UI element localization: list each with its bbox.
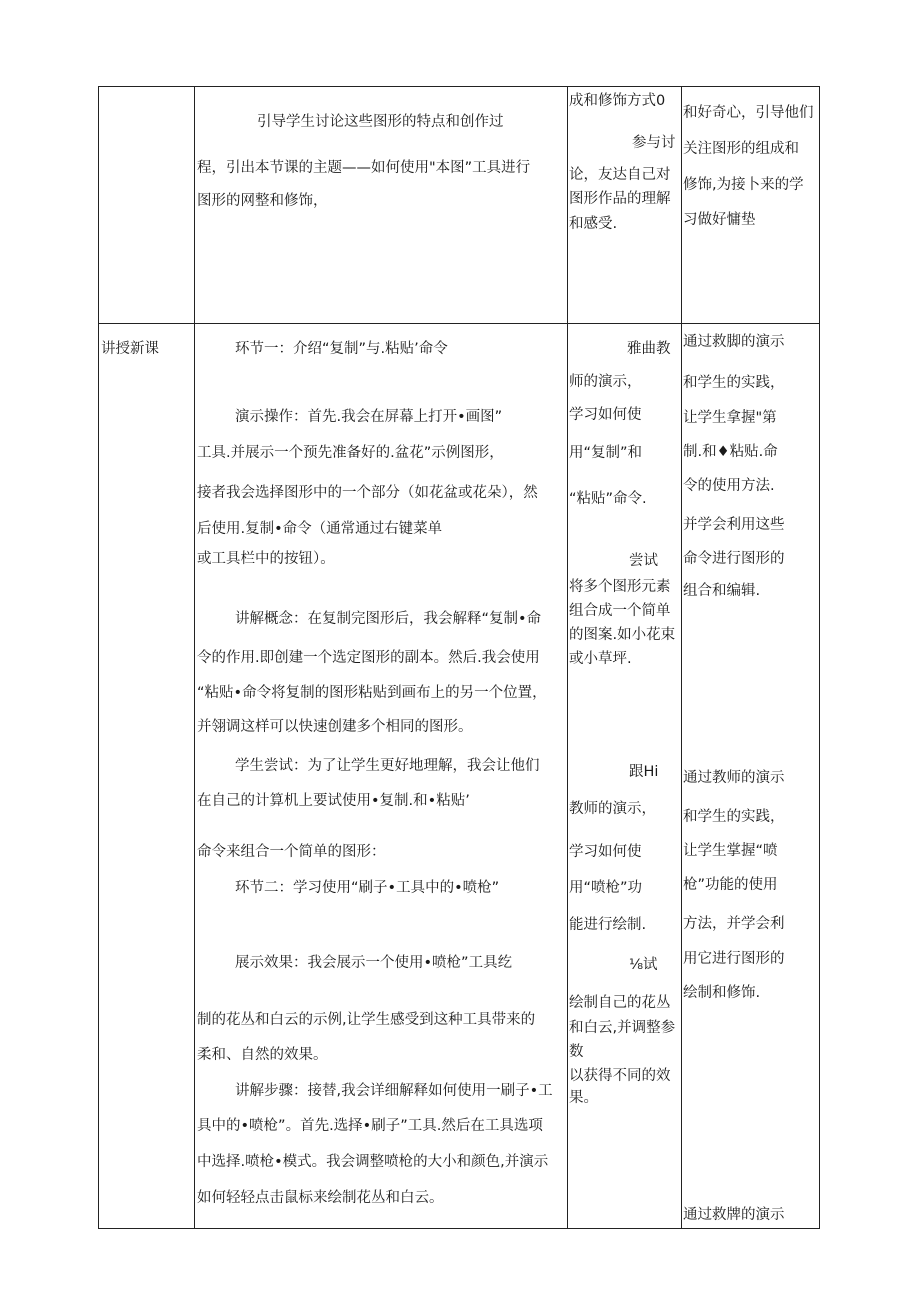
row1-student-activity-line: 成和修饰方式0 — [569, 93, 666, 109]
row1-design-intent-line: 和好奇心，引导他们 — [683, 105, 814, 121]
column-divider-1 — [194, 87, 195, 1228]
column-divider-3 — [681, 87, 682, 1228]
student-activity-line: 组合成一个简单 — [569, 603, 671, 619]
teacher-activity-line: 或工具栏中的按钮）。 — [197, 551, 335, 567]
teacher-activity-line: 展示效果：我会展示一个使用•喷枪”工具纥 — [235, 955, 513, 971]
student-activity-line: 跟Hi — [629, 764, 659, 780]
design-intent-line: 令的使用方法. — [683, 478, 775, 494]
design-intent-line: 枪”功能的使用 — [683, 877, 778, 893]
student-activity-line: 数 — [569, 1044, 584, 1060]
design-intent-line: 命令进行图形的 — [683, 551, 785, 567]
teacher-activity-line: 接者我会选择图形中的一个部分（如花盆或花朵），然 — [197, 485, 538, 501]
row1-design-intent-line: 修饰,为接卜来的学 — [683, 177, 804, 193]
design-intent-line: 通过救脚的演示 — [683, 334, 785, 350]
student-activity-line: 将多个图形元素 — [569, 579, 671, 595]
teacher-activity-line: 并翎调这样可以快速创建多个相同的图形。 — [197, 719, 473, 735]
student-activity-line: 和白云,并调整参 — [569, 1020, 676, 1036]
teacher-activity-line: 中选择.喷枪•模式。我会调整喷枪的大小和颜色,并演示 — [197, 1154, 549, 1170]
design-intent-line: 并学会利用这些 — [683, 517, 785, 533]
teacher-activity-line: 令的作用.即创建一个选定图形的副本。然后.我会使用 — [197, 650, 540, 666]
teacher-activity-line: 命令来组合一个简单的图形： — [197, 844, 386, 860]
row1-design-intent-line: 关注图形的组成和 — [683, 141, 799, 157]
teacher-activity-line: 柔和、自然的效果。 — [197, 1047, 328, 1063]
teacher-activity-line: 在自己的计算机上要试使用•复制.和•粘贴’ — [197, 793, 470, 809]
student-activity-line: 能进行绘制. — [569, 917, 647, 933]
row1-student-activity-line: 参与讨 — [632, 135, 676, 151]
design-intent-line: 让学生掌握“喷 — [683, 843, 778, 859]
teacher-activity-line: 环节二：学习使用“刷子•工具中的•喷枪” — [235, 880, 500, 896]
teacher-activity-line: 讲解概念：在复制完图形后，我会解释“复制•命 — [235, 611, 542, 627]
column-divider-2 — [567, 87, 568, 1228]
student-activity-line: 以获得不同的效 — [569, 1068, 671, 1084]
student-activity-line: 绘制自己的花丛 — [569, 995, 671, 1011]
student-activity-line: 师的演示， — [569, 374, 642, 390]
design-intent-line: 让学生拿握"第 — [683, 410, 777, 426]
row1-teacher-activity-line: 引导学生讨论这些图形的特点和创作过 — [257, 114, 504, 130]
teacher-activity-line: “粘贴•命令将复制的图形粘贴到画布上的另一个位置， — [197, 685, 547, 701]
student-activity-line: 的图案.如小花束 — [569, 627, 676, 643]
row1-teacher-activity-line: 程，引出本节课的主题——如何使用"本图”工具进行 — [197, 160, 531, 176]
design-intent-line: 绘制和修饰. — [683, 985, 761, 1001]
student-activity-line: ⅛试 — [629, 957, 658, 973]
design-intent-line: 组合和编辑. — [683, 583, 761, 599]
student-activity-line: 教师的演示， — [569, 801, 656, 817]
row1-student-activity-line: 图形作品的理解 — [569, 191, 671, 207]
design-intent-line: 方法，并学会利 — [683, 916, 785, 932]
student-activity-line: 学习如何使 — [569, 407, 642, 423]
row1-design-intent-line: 习做好慵垫 — [683, 212, 756, 228]
row-label-new-lesson: 讲授新课 — [101, 341, 159, 357]
teacher-activity-line: 环节一：介绍“复制”与.粘贴’命令 — [235, 341, 448, 357]
design-intent-line: 通过教师的演示 — [683, 770, 785, 786]
teacher-activity-line: 如何轻轻点击鼠标来绘制花丛和白云。 — [197, 1190, 444, 1206]
teacher-activity-line: 具中的•喷枪”。首先.选择•刷子”工具.然后在工具选项 — [197, 1118, 543, 1134]
teacher-activity-line: 学生尝试：为了让学生更好地理解，我会让他们 — [235, 758, 540, 774]
student-activity-line: “粘贴”命令. — [569, 491, 647, 507]
student-activity-line: 用“喷枪”功 — [569, 880, 643, 896]
design-intent-line: 和学生的实践， — [683, 375, 785, 391]
row1-student-activity-line: 和感受. — [569, 216, 618, 232]
student-activity-line: 雅曲教 — [627, 341, 671, 357]
student-activity-line: 果。 — [569, 1090, 598, 1106]
teacher-activity-line: 工具.并展示一个预先准备好的.盆花”示例图形， — [197, 445, 504, 461]
student-activity-line: 尝试 — [629, 553, 658, 569]
design-intent-line: 用它进行图形的 — [683, 951, 785, 967]
student-activity-line: 或小草坪. — [569, 651, 632, 667]
teacher-activity-line: 讲解步骤：接替,我会详细解释如何使用一刷子•工 — [235, 1083, 553, 1099]
design-intent-line: 通过救牌的演示 — [683, 1207, 785, 1223]
student-activity-line: 学习如何使 — [569, 844, 642, 860]
row1-teacher-activity-line: 图形的网整和修饰， — [197, 193, 328, 209]
teacher-activity-line: 演示操作：首先.我会在屏幕上打开•画图” — [235, 409, 503, 425]
row-divider — [99, 323, 819, 324]
teacher-activity-line: 后使用.复制•命令（通常通过右键菜单 — [197, 521, 443, 537]
teacher-activity-line: 制的花丛和白云的示例,让学生感受到这种工具带来的 — [197, 1012, 536, 1028]
design-intent-line: 和学生的实践， — [683, 809, 785, 825]
student-activity-line: 用“复制”和 — [569, 445, 643, 461]
row1-student-activity-line: 论，友达自己对 — [569, 167, 671, 183]
design-intent-line: 制.和♦粘贴.命 — [683, 444, 778, 460]
